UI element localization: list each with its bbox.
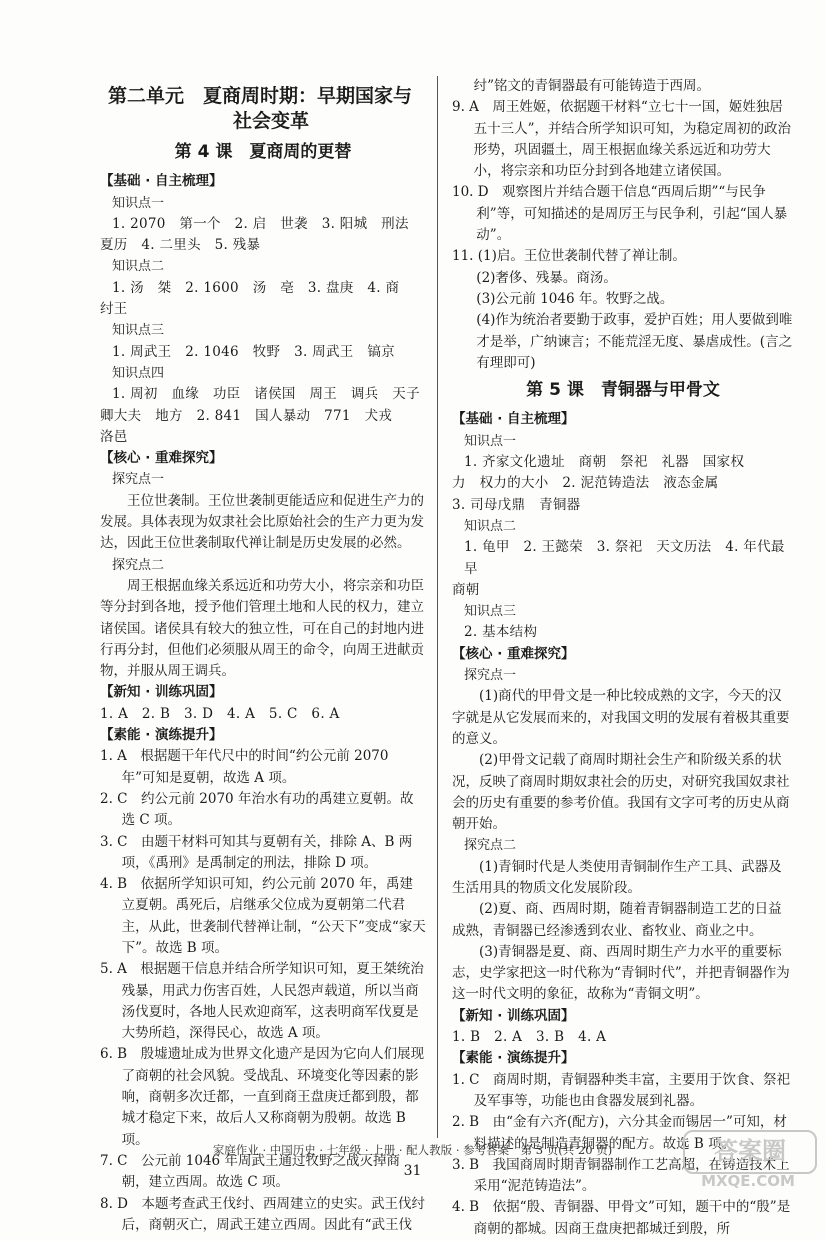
explore-point-label: 探究点一 [112, 472, 165, 488]
explore-point-label: 探究点二 [464, 838, 517, 854]
skill-answer-item: 3. B 我国商周时期青铜器制作工艺高超，在铸造技术上采用“泥范铸造法”。 [452, 1156, 790, 1195]
skill-answer-item: 2. B 由“金有六齐(配方)，六分其金而锡居一”可知，材料描述的是制造青铜器的配方。故选 B 项。 [452, 1114, 787, 1152]
knowledge-point-label: 知识点一 [464, 433, 517, 449]
skill-answer-item: 11. (1)启。王位世袭制代替了禅让制。 [452, 248, 686, 265]
skill-answer-item: 1. C 商周时期，青铜器种类丰富，主要用于饮食、祭祀及军事等，功能也由食器发展到礼器。 [452, 1071, 791, 1109]
core-section-header: 【核心 · 重难探究】 [452, 645, 575, 662]
left-column [100, 80, 426, 1236]
explore-answer: (2)夏、商、西周时期，随着青铜器制造工艺的日益成熟，青铜器已经渗透到农业、畜牧业、商业之中。 [452, 901, 782, 939]
knowledge-point-label: 知识点二 [112, 259, 165, 275]
skill-answer-item: 4. B 依据“殷、青铜器、甲骨文”可知，题干中的“殷”是商朝的都城。因商王盘庚把都城迁到殷，所 [452, 1199, 791, 1237]
watermark-logo [683, 1130, 813, 1192]
knowledge-point-label: 知识点二 [464, 518, 517, 534]
knowledge-point-label: 知识点三 [112, 323, 165, 339]
continued-line: 纣”铭文的青铜器最有可能铸造于西周。 [473, 78, 710, 94]
column-divider [437, 76, 438, 1138]
skill-answer-item: 2. C 约公元前 2070 年治水有功的禹建立夏朝。故选 C 项。 [100, 790, 414, 829]
explore-answer: (2)甲骨文记载了商周时期社会生产和阶级关系的状况，反映了商周时期奴隶社会的历史，对研究我国奴隶社会的历史有重要的参考价值。我国有文字可考的历史从商朝开始。 [452, 752, 790, 833]
explore-point-label: 探究点一 [464, 668, 517, 684]
watermark-badge: 答案圈 [683, 1130, 817, 1174]
explore-answer: (1)商代的甲骨文是一种比较成熟的文字，今天的汉字就是从它发展而来的，对我国文明的发展有着极其重要的意义。 [452, 688, 790, 747]
unit-title-line-1: 第二单元 夏商周时期：早期国家与 [108, 85, 413, 107]
lesson-4-title: 第 4 课 夏商周的更替 [174, 142, 352, 162]
answer-line: 夏历 4. 二里头 5. 残暴 [100, 237, 261, 254]
answer-line: 1. 龟甲 2. 王懿荣 3. 祭祀 天文历法 4. 年代最早 [464, 539, 785, 577]
explore-answer: (1)青铜时代是人类使用青铜制作生产工具、武器及生活用具的物质文化发展阶段。 [452, 858, 782, 896]
skill-answer-item: 7. C 公元前 1046 年周武王通过牧野之战灭掉商朝，建立西周。故选 C 项。 [100, 1152, 400, 1191]
watermark-url: MXQE.COM [701, 1172, 795, 1190]
answer-line: 1. 周武王 2. 1046 牧野 3. 周武王 镐京 [112, 343, 395, 360]
page-footer: 家庭作业 · 中国历史 · 七年级 · 上册 · 配人教版 · 参考答案 第 3 页(共 20 页) [212, 1143, 613, 1157]
new-knowledge-header: 【新知 · 训练巩固】 [100, 684, 223, 701]
unit-title-line-2: 社会变革 [233, 110, 310, 132]
skill-answer-item: 3. C 由题干材料可知其与夏朝有关，排除 A、B 两项，《禹刑》是禹制定的刑法，排除 D 项。 [100, 833, 413, 871]
page-number: 31 [403, 1163, 422, 1179]
skill-answer-item: 9. A 周王姓姬，依据题干材料“立七十一国，姬姓独居五十三人”，并结合所学知识可知，为稳定周初的政治形势，巩固疆土，周王根据血缘关系远近和功劳大小，将宗亲和功臣分封到各地建立诸侯国。 [452, 99, 791, 180]
answer-line: 3. 司母戊鼎 青铜器 [452, 496, 581, 513]
answer-line: 洛邑 [100, 428, 128, 445]
answer-line: 1. 齐家文化遗址 商朝 祭祀 礼器 国家权 [464, 454, 745, 471]
right-column [452, 76, 794, 1240]
answer-line: 1. 2070 第一个 2. 启 世袭 3. 阳城 刑法 [112, 215, 409, 232]
skill-answer-item: 1. A 根据题干年代尺中的时间“约公元前 2070 年”可知是夏朝，故选 A 项。 [100, 748, 389, 786]
explore-point-label: 探究点二 [112, 557, 165, 573]
answer-line: 卿大夫 地方 2. 841 国人暴动 771 犬戎 [100, 407, 393, 424]
sub-answer: (4)作为统治者要勤于政事，爱护百姓；用人要做到唯才是举，广纳谏言；不能荒淫无度、暴虐成性。(言之有理即可) [476, 312, 793, 371]
skill-answer-item: 8. D 本题考查武王伐纣、西周建立的史实。武王伐纣后，商朝灭亡，周武王建立西周。因此有“武王伐 [100, 1195, 425, 1233]
new-knowledge-header: 【新知 · 训练巩固】 [452, 1007, 575, 1024]
explore-answer: (3)青铜器是夏、商、西周时期生产力水平的重要标志，史学家把这一时代称为“青铜时代”，并把青铜器作为这一时代文明的象征，故称为“青铜文明”。 [452, 943, 790, 1003]
answer-line: 1. 汤 桀 2. 1600 汤 亳 3. 盘庚 4. 商 [112, 279, 400, 296]
core-section-header: 【核心 · 重难探究】 [100, 450, 223, 467]
sub-answer: (2)奢侈、残暴。商汤。 [476, 269, 617, 286]
answer-line: 1. 周初 血缘 功臣 诸侯国 周王 调兵 天子 [112, 386, 420, 403]
answer-line: 2. 基本结构 [464, 624, 538, 641]
choice-answers: 1. A 2. B 3. D 4. A 5. C 6. A [100, 705, 340, 722]
skill-answer-item: 6. B 殷墟遗址成为世界文化遗产是因为它向人们展现了商朝的社会风貌。受战乱、环境变化等因素的影响，商朝多次迁都，一直到商王盘庚迁都到殷，都城才稳定下来，故后人又称商朝为殷朝。故选 B 项。 [100, 1046, 425, 1148]
choice-answers: 1. B 2. A 3. B 4. A [452, 1029, 607, 1046]
knowledge-point-label: 知识点三 [464, 604, 517, 620]
basic-section-header: 【基础 · 自主梳理】 [452, 411, 575, 428]
explore-answer: 周王根据血缘关系远近和功劳大小，将宗亲和功臣等分封到各地，授予他们管理土地和人民的权力，建立诸侯国。诸侯具有较大的独立性，可在自己的封地内进行再分封，但他们必须服从周王的命令，向周王进献贡物，并服从周王调兵。 [100, 577, 424, 680]
explore-answer: 王位世袭制。王位世袭制更能适应和促进生产力的发展。具体表现为奴隶社会比原始社会的生产力更为发达，因此王位世袭制取代禅让制是历史发展的必然。 [100, 492, 424, 552]
answer-line: 纣王 [100, 301, 128, 318]
skill-answer-item: 10. D 观察图片并结合题干信息“西周后期”“与民争利”等，可知描述的是周厉王与民争利，引起“国人暴动”。 [452, 184, 788, 244]
answer-line: 商朝 [452, 581, 480, 598]
sub-answer: (3)公元前 1046 年。牧野之战。 [476, 290, 674, 307]
basic-section-header: 【基础 · 自主梳理】 [100, 173, 223, 190]
skill-answer-item: 4. B 依据所学知识可知，约公元前 2070 年，禹建立夏朝。禹死后，启继承父位成为夏朝第二代君主，从此，世袭制代替禅让制，“公天下”变成“家天下”。故选 B 项。 [100, 876, 426, 956]
answer-line: 力 权力的大小 2. 泥范铸造法 液态金属 [452, 475, 719, 492]
skill-answer-item: 5. A 根据题干信息并结合所学知识可知，夏王桀统治残暴，用武力伤害百姓，人民怨声载道，所以当商汤伐夏时，各地人民欢迎商军，这表明商军伐夏是大势所趋，深得民心，故选 A 项。 [100, 961, 424, 1042]
unit-title [100, 84, 426, 134]
skill-section-header: 【素能 · 演练提升】 [452, 1050, 575, 1067]
skill-section-header: 【素能 · 演练提升】 [100, 727, 223, 744]
knowledge-point-label: 知识点四 [112, 365, 165, 381]
knowledge-point-label: 知识点一 [112, 195, 165, 211]
lesson-5-title: 第 5 课 青铜器与甲骨文 [526, 380, 720, 401]
